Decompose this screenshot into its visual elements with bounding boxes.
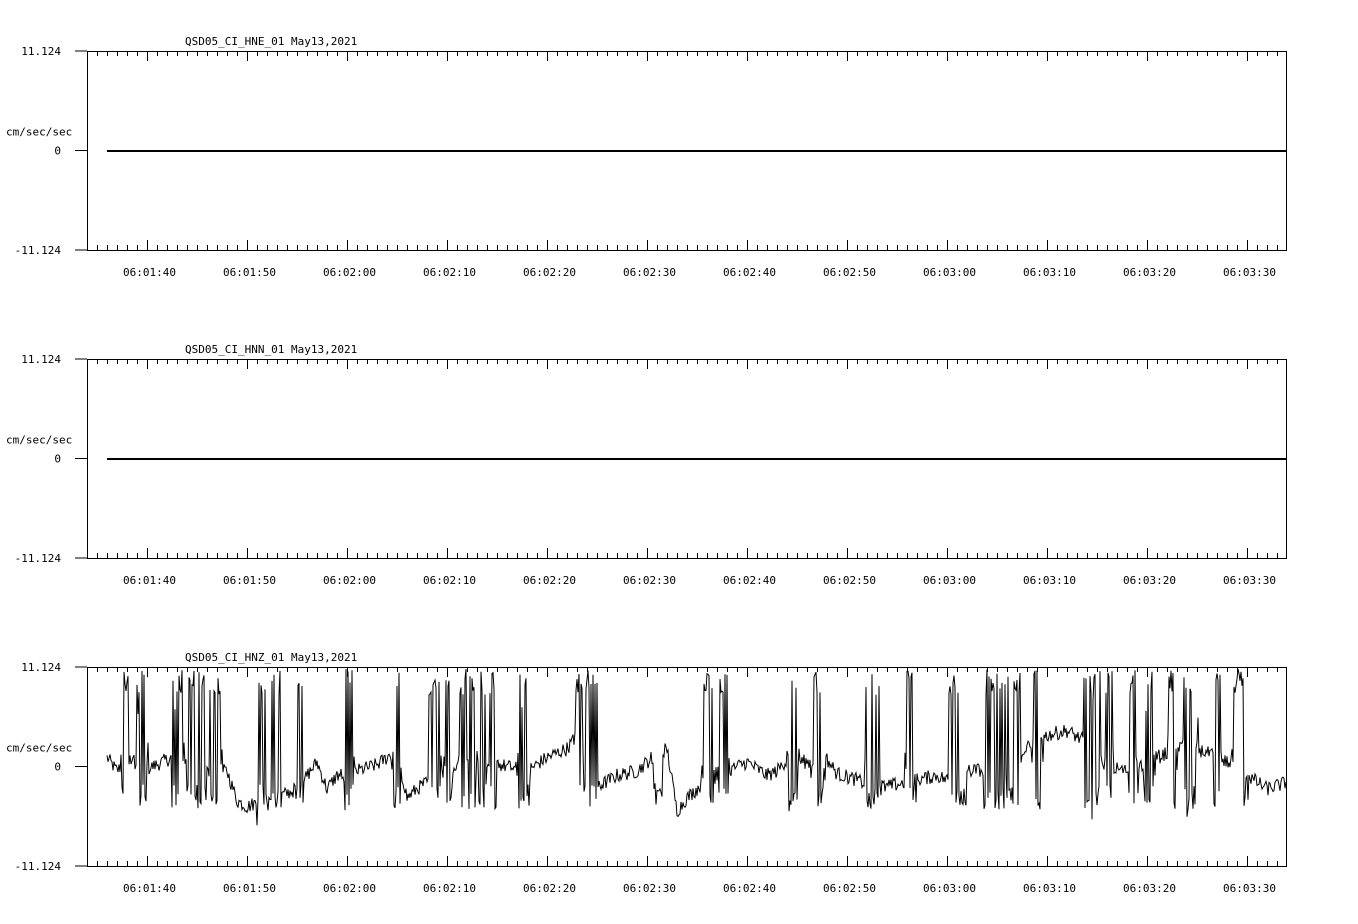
- x-tick-label: 06:03:30: [1223, 882, 1276, 895]
- x-tick-label: 06:03:00: [923, 574, 976, 587]
- x-tick-label: 06:02:20: [523, 266, 576, 279]
- x-tick-label: 06:03:30: [1223, 574, 1276, 587]
- x-tick-label: 06:02:00: [323, 574, 376, 587]
- y-axis-label: cm/sec/sec: [6, 433, 73, 447]
- x-tick-label: 06:02:50: [823, 574, 876, 587]
- x-tick-label: 06:02:40: [723, 882, 776, 895]
- x-tick-label: 06:03:00: [923, 266, 976, 279]
- y-axis-label: cm/sec/sec: [6, 125, 73, 139]
- x-tick-label: 06:02:10: [423, 574, 476, 587]
- x-tick-label: 06:03:00: [923, 882, 976, 895]
- x-tick-label: 06:02:50: [823, 882, 876, 895]
- x-tick-label: 06:01:40: [123, 574, 176, 587]
- y-tick-label: -11.124: [14, 244, 61, 257]
- x-tick-label: 06:02:40: [723, 266, 776, 279]
- chart-panel-hne: [6, 35, 1287, 279]
- chart-title: QSD05_CI_HNZ_01 May13,2021: [185, 651, 358, 664]
- x-tick-label: 06:02:20: [523, 574, 576, 587]
- x-tick-label: 06:03:20: [1123, 882, 1176, 895]
- y-tick-label: 0: [54, 760, 61, 774]
- x-tick-label: 06:03:30: [1223, 266, 1276, 279]
- y-tick-label: 0: [54, 144, 61, 158]
- waveform-trace: [107, 669, 1286, 825]
- x-tick-label: 06:03:10: [1023, 882, 1076, 895]
- y-tick-label: -11.124: [14, 552, 61, 565]
- x-tick-label: 06:03:10: [1023, 266, 1076, 279]
- y-tick-label: 0: [54, 452, 61, 466]
- chart-panel-hnz: [6, 651, 1287, 895]
- x-tick-label: 06:02:30: [623, 882, 676, 895]
- y-tick-label: 11.124: [21, 353, 61, 366]
- x-tick-label: 06:02:30: [623, 266, 676, 279]
- y-tick-label: -11.124: [14, 860, 61, 873]
- y-tick-label: 11.124: [21, 661, 61, 674]
- x-tick-label: 06:02:20: [523, 882, 576, 895]
- x-tick-label: 06:03:20: [1123, 266, 1176, 279]
- x-tick-label: 06:02:10: [423, 882, 476, 895]
- x-tick-label: 06:02:00: [323, 266, 376, 279]
- x-tick-label: 06:02:50: [823, 266, 876, 279]
- x-tick-label: 06:03:10: [1023, 574, 1076, 587]
- x-tick-label: 06:03:20: [1123, 574, 1176, 587]
- y-tick-label: 11.124: [21, 45, 61, 58]
- x-tick-label: 06:01:50: [223, 574, 276, 587]
- x-tick-label: 06:01:40: [123, 266, 176, 279]
- x-tick-label: 06:01:40: [123, 882, 176, 895]
- x-tick-label: 06:02:00: [323, 882, 376, 895]
- chart-title: QSD05_CI_HNN_01 May13,2021: [185, 343, 358, 356]
- x-tick-label: 06:02:40: [723, 574, 776, 587]
- x-tick-label: 06:01:50: [223, 882, 276, 895]
- x-tick-label: 06:02:30: [623, 574, 676, 587]
- chart-panel-hnn: [6, 343, 1287, 587]
- y-axis-label: cm/sec/sec: [6, 741, 73, 755]
- x-tick-label: 06:02:10: [423, 266, 476, 279]
- chart-title: QSD05_CI_HNE_01 May13,2021: [185, 35, 358, 48]
- x-tick-label: 06:01:50: [223, 266, 276, 279]
